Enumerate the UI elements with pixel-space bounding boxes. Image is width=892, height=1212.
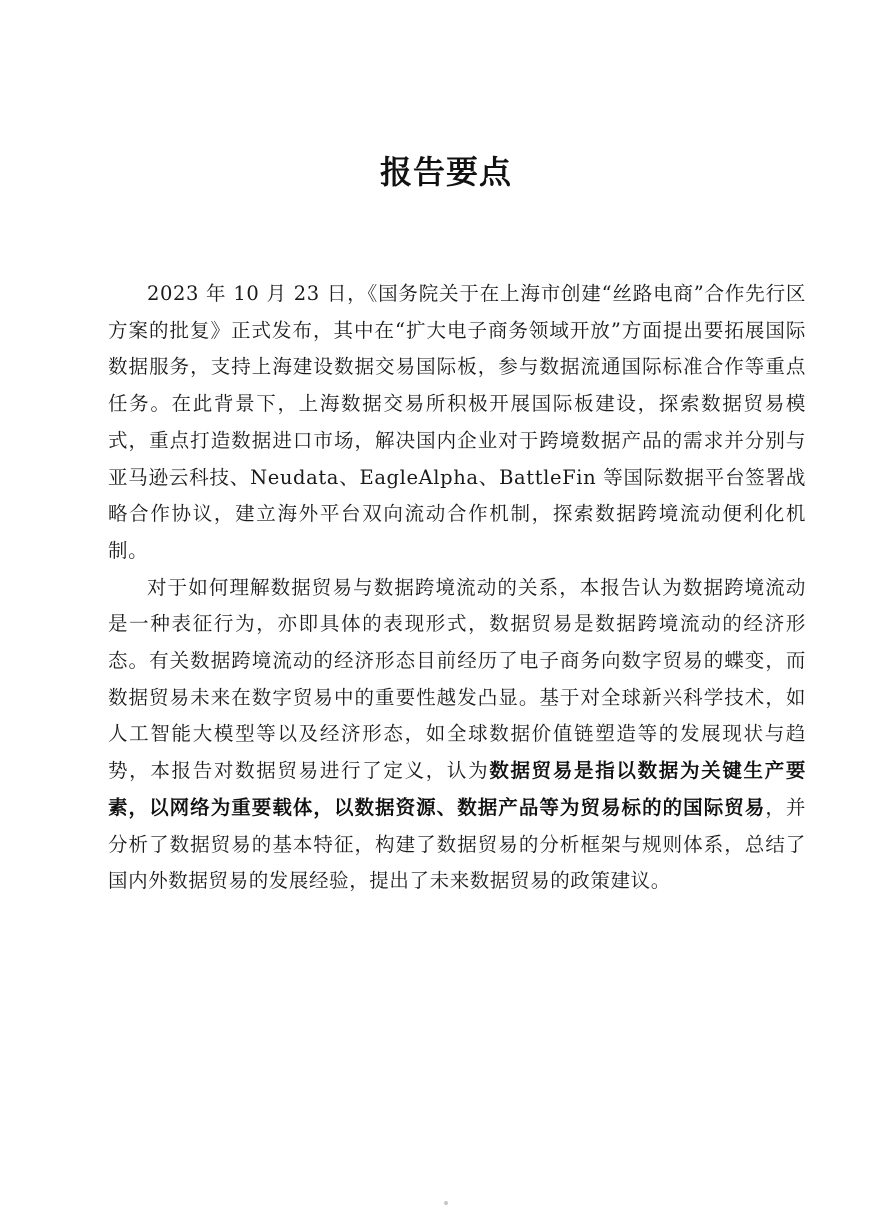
paragraph-definition	[108, 570, 806, 900]
paragraph-background: 2023 年 10 月 23 日，《国务院关于在上海市创建“丝路电商”合作先行区方案的批复》正式发布，其中在“扩大电子商务领域开放”方面提出要拓展国际数据服务，支持上海建设数据交易国际板，参与数据流通国际标准合作等重点任务。在此背景下，上海数据交易所积极开展国际板建设，探索数据贸易模式，重点打造数据进口市场，解决国内企业对于跨境数据产品的需求并分别与亚马逊云科技、Neudata、EagleAlpha、BattleFin 等国际数据平台签署战略合作协议，建立海外平台双向流动合作机制，探索数据跨境流动便利化机制。	[108, 282, 806, 562]
page-title: 报告要点	[379, 153, 512, 191]
document-body	[108, 276, 806, 900]
paragraph-text-before-definition: 对于如何理解数据贸易与数据跨境流动的关系，本报告认为数据跨境流动是一种表征行为，亦即具体的表现形式，数据贸易是数据跨境流动的经济形态。有关数据跨境流动的经济形态目前经历了电子商务向数字贸易的蝶变，而数据贸易未来在数字贸易中的重要性越发凸显。基于对全球新兴科学技术，如人工智能大模型等以及经济形态，如全球数据价值链塑造等的发展现状与趋势，本报告对数据贸易进行了定义，认为	[108, 575, 806, 783]
paragraph-text-after-definition: ，并分析了数据贸易的基本特征，构建了数据贸易的分析框架与规则体系，总结了国内外数据贸易的发展经验，提出了未来数据贸易的政策建议。	[108, 795, 807, 893]
page-marker-dot	[444, 1201, 448, 1205]
data-trade-definition: 数据贸易是指以数据为关键生产要素，以网络为重要载体，以数据资源、数据产品等为贸易标的的国际贸易	[108, 759, 806, 819]
